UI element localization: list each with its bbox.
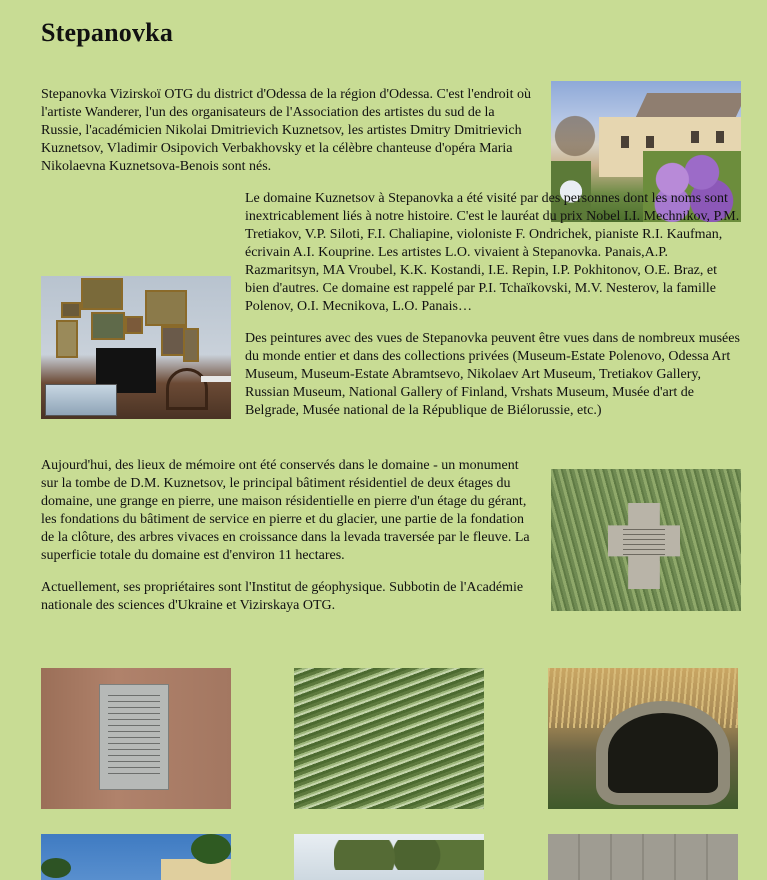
present-day-block [41,457,741,617]
visitors-block [41,190,741,425]
paragraph-4: Aujourd'hui, des lieux de mémoire ont été conservés dans le domaine - un monument sur la tombe de D.M. Kuznetsov, le principal bâtiment résidentiel de deux étages du domaine, une grange en pierre, une maison résidentielle en pierre d'un étage du gérant, les fondations du bâtiment de service en pierre et du glacier, une partie de la fondation de la clôture, des arbres vivaces en croissance dans la levada traversée par le fleuve. La superficie totale du domaine est d'environ 11 hectares. [41,458,530,563]
paragraph-3: Des peintures avec des vues de Stepanovka peuvent être vues dans de nombreux musées du monde entier et dans des collections privées (Museum-Estate Polenovo, Odessa Art Museum, Museum-Estate Abramtsevo, Nikolaev Art Museum, Tretiakov Gallery, Russian Museum, National Gallery of Finland, Vrshats Museum, Musée d'art de Belgrade, Musée national de la République de Biélorussie, etc.) [245,331,740,418]
gallery-photo-stone-arch[interactable] [548,668,738,809]
gallery-photo-building[interactable] [41,834,231,880]
museum-interior-photo [41,276,231,419]
gallery-photo-stone-wall[interactable] [548,834,738,880]
gallery-photo-landscape[interactable] [294,834,484,880]
gallery-photo-feather-grass[interactable] [294,668,484,809]
stone-cross-photo [551,469,741,611]
paragraph-2-text: Le domaine Kuznetsov à Stepanovka a été visité par des personnes dont les noms sont inextricablement liés à notre histoire. C'est le lauréat du prix Nobel I.I. Mechnikov, P.M. Tretiakov, V.P. Siloti, F.I. Chaliapine, violoniste F. Ondrichek, pianiste R.I. Kaufman, écrivain A.I. Kouprine. Les artistes L.O. vivaient à Stepanovka. Panais,A.P. Razmaritsyn, MA Vroubel, K.K. Kostandi, I.E. Repin, I.P. Pokhitonov, O.E. Braz, et bien d'autres. Ce domaine est rappelé par P.I. Tchaïkovski, M.V. Nesterov, la famille Polenov, O.I. Mecnikova, L.O. Panais… [245,191,740,314]
gallery-photo-memorial-plaque[interactable] [41,668,231,809]
page-title: Stepanovka [41,18,174,47]
paragraph-5: Actuellement, ses propriétaires sont l'Institut de géophysique. Subbotin de l'Académie nationale des sciences d'Ukraine et Vizirskaya OTG. [41,580,524,613]
paragraph-1: Stepanovka Vizirskoï OTG du district d'Odessa de la région d'Odessa. C'est l'endroit où l'artiste Wanderer, l'un des organisateurs de l'Association des artistes du sud de la Russie, l'académicien Nikolai Dmitrievich Kuznetsov, les artistes Dmitry Dmitrievich Kuznetsov, Vladimir Osipovich Verbakhovsky et la célèbre chanteuse d'opéra Maria Nikolaevna Kuznetsova-Benois sont nés. [41,87,531,174]
paragraph-2 [41,190,741,316]
